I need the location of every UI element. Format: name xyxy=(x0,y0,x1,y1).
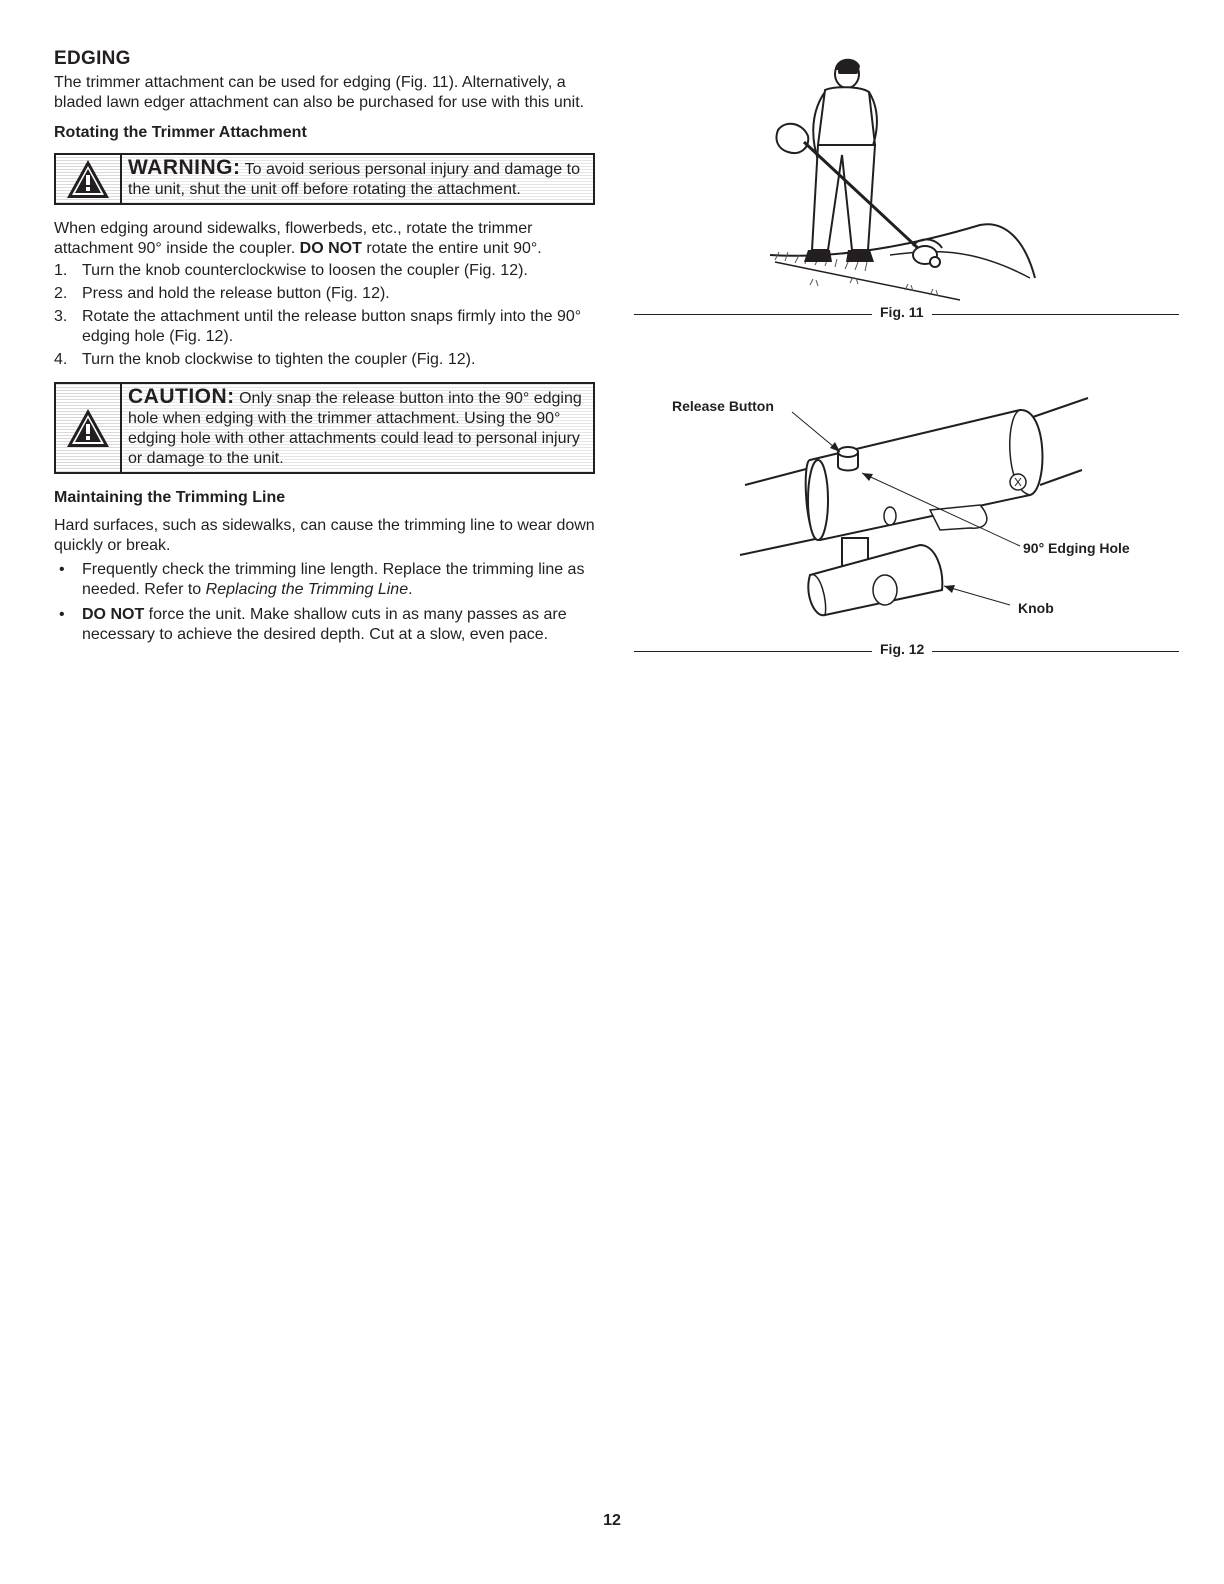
step-number: 1. xyxy=(54,262,68,279)
step-text: Turn the knob clockwise to tighten the coupler (Fig. 12). xyxy=(82,351,476,368)
bullet-dot: • xyxy=(59,561,65,578)
step-item xyxy=(54,284,599,304)
rotating-paragraph-end: rotate the entire unit 90°. xyxy=(361,240,542,257)
bullet-emphasis: DO NOT xyxy=(82,606,145,623)
caution-text xyxy=(122,384,593,472)
rotation-steps xyxy=(54,261,599,370)
bullet-item xyxy=(54,560,599,600)
step-text: Press and hold the release button (Fig. 12). xyxy=(82,285,390,302)
step-text: Turn the knob counterclockwise to loosen the coupler (Fig. 12). xyxy=(82,262,528,279)
step-item xyxy=(54,261,599,281)
section-title: EDGING xyxy=(54,48,131,69)
bullet-text: Frequently check the trimming line length. Replace the trimming line as needed. Refer to xyxy=(82,561,585,598)
step-number: 4. xyxy=(54,351,68,368)
fig11-illustration xyxy=(730,50,1060,310)
bullet-text: force the unit. Make shallow cuts in as many passes as are necessary to achieve the desired depth. Cut at a slow, even pace. xyxy=(82,606,567,643)
release-button-label: Release Button xyxy=(672,398,774,414)
page-number: 12 xyxy=(603,1512,621,1529)
step-number: 3. xyxy=(54,308,68,325)
step-text: Rotate the attachment until the release button snaps firmly into the 90° edging hole (Fig. 12). xyxy=(82,308,582,345)
bullet-dot: • xyxy=(59,606,65,623)
maintaining-paragraph: Hard surfaces, such as sidewalks, can cause the trimming line to wear down quickly or break. xyxy=(54,517,595,554)
rotating-paragraph-start: When edging around sidewalks, flowerbeds, etc., rotate the trimmer attachment 90° inside the coupler. xyxy=(54,220,533,257)
rotating-paragraph xyxy=(54,219,599,259)
warning-triangle-icon xyxy=(65,158,111,200)
caution-icon-cell xyxy=(56,384,122,472)
warning-signal-word: WARNING: xyxy=(128,156,241,179)
rotating-heading: Rotating the Trimmer Attachment xyxy=(54,124,307,141)
intro-paragraph: The trimmer attachment can be used for edging (Fig. 11). Alternatively, a bladed lawn edger attachment can also be purchased for use with this unit. xyxy=(54,74,585,111)
fig12-caption: Fig. 12 xyxy=(872,641,932,657)
fig11-caption: Fig. 11 xyxy=(872,304,932,320)
maintaining-heading: Maintaining the Trimming Line xyxy=(54,489,286,506)
rotating-paragraph-emphasis: DO NOT xyxy=(299,240,362,257)
step-item xyxy=(54,307,599,347)
bullet-item xyxy=(54,605,599,645)
warning-message: To avoid serious personal injury and damage to the unit, shut the unit off before rotating the attachment. xyxy=(128,161,580,198)
bullet-text-end: . xyxy=(408,581,413,598)
edging-hole-label: 90° Edging Hole xyxy=(1023,540,1130,556)
caution-signal-word: CAUTION: xyxy=(128,385,235,408)
warning-text xyxy=(122,155,593,203)
warning-box xyxy=(54,153,595,205)
caution-box xyxy=(54,382,595,474)
step-item xyxy=(54,350,599,370)
maintaining-bullets xyxy=(54,560,599,645)
cross-reference: Replacing the Trimming Line xyxy=(205,581,409,598)
warning-icon-cell xyxy=(56,155,122,203)
caution-message: Only snap the release button into the 90° edging hole when edging with the trimmer attachment. Using the 90° edging hole with other attachments could lead to personal injury or damage to the unit. xyxy=(128,390,582,467)
knob-label: Knob xyxy=(1018,600,1054,616)
person-edging-illustration xyxy=(730,50,1060,310)
step-number: 2. xyxy=(54,285,68,302)
text-column xyxy=(54,48,599,650)
warning-triangle-icon xyxy=(65,407,111,449)
